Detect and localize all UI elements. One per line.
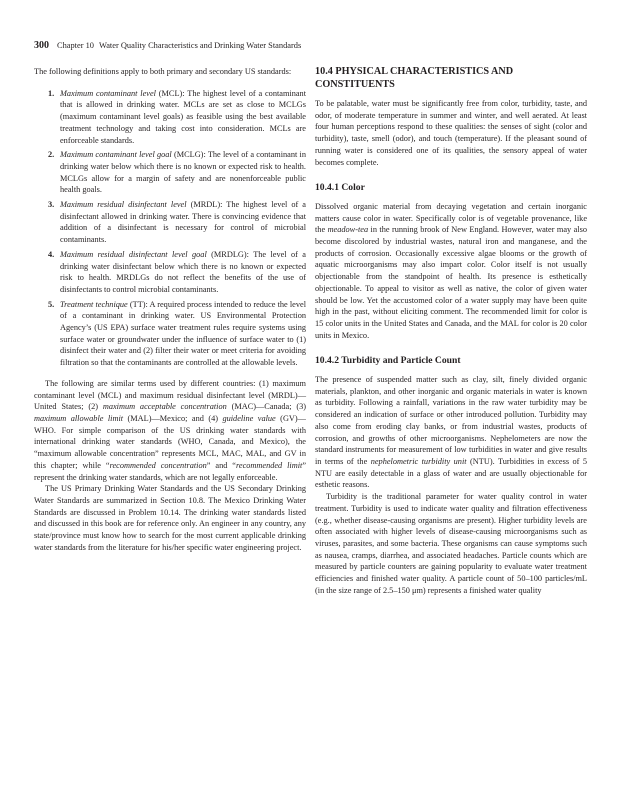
- text-run: (GV)—WHO. For simple comparison of the US drinking water standards with international drinking water standards (WHO, Canada, and Mexico), the “maximum allowable concentration” represents MCL, MAC, MAL, and GV in this chapter; while “: [34, 413, 306, 470]
- term: maximum acceptable concentration: [102, 402, 227, 412]
- text-run: (MAC)—Canada; (3): [226, 402, 306, 412]
- term: Maximum contaminant level: [60, 88, 156, 98]
- definition-text: (TT): A required process intended to reduce the level of a contaminant in drinking water. US Environmental Protection Agency’s (US EPA) surface water treatment rules require systems using surface water or groundwater under the influence of surface water to (1) disinfect their water and (2) filter their water or meet criteria for avoiding filtration so that the contaminants are controlled at the allowable levels.: [60, 299, 306, 368]
- item-number: 2.: [48, 150, 55, 160]
- term: guideline value: [222, 413, 276, 423]
- text-run: The following are similar terms used by different countries: (1) maximum contaminant level (MCL) and maximum residual disinfectant level (MRDL)—United States; (2): [34, 378, 306, 412]
- text-run: Dissolved organic material from decaying vegetation and certain inorganic matters cause color in water. Specifically color is of vegetable provenance, like the: [315, 201, 587, 235]
- term: Treatment technique: [60, 299, 128, 309]
- definition-text: (MCLG): The level of a contaminant in drinking water below which there is no known or expected risk to health. MCLGs allow for a margin of safety and are nonenforceable public health goals.: [60, 150, 306, 195]
- list-item: [36, 299, 306, 369]
- item-number: 5.: [48, 299, 55, 309]
- subsection-heading-turbidity: 10.4.2 Turbidity and Particle Count: [315, 355, 461, 367]
- left-column: [34, 66, 306, 553]
- list-item: [36, 149, 306, 196]
- definition-text: (MRDL): The highest level of a disinfectant allowed in drinking water. There is convincing evidence that addition of a disinfectant is necessary for control of microbial contaminants.: [60, 200, 306, 245]
- subsection-heading-color: 10.4.1 Color: [315, 182, 365, 194]
- terms-comparison-paragraph: [34, 378, 306, 483]
- list-item: [36, 249, 306, 296]
- text-run: (MAL)—Mexico; and (4): [123, 413, 223, 423]
- section-heading: 10.4 PHYSICAL CHARACTERISTICS AND CONSTITUENTS: [315, 66, 514, 90]
- text-run: ” and “: [206, 460, 236, 470]
- term: nephelometric turbidity unit: [370, 456, 467, 466]
- item-number: 1.: [48, 88, 55, 98]
- chapter-label: Chapter 10: [57, 41, 94, 50]
- page-number: 300: [34, 40, 49, 51]
- definitions-intro: The following definitions apply to both primary and secondary US standards:: [34, 67, 292, 76]
- color-paragraph: [315, 201, 587, 341]
- term: recommended concentration: [109, 460, 207, 470]
- turbidity-paragraph: [315, 374, 587, 491]
- term: recommended limit: [235, 460, 303, 470]
- list-item: [36, 88, 306, 147]
- item-number: 3.: [48, 200, 55, 210]
- section-intro-paragraph: To be palatable, water must be significantly free from color, turbidity, taste, and odor, of moderate temperature in summer and winter, and well aerated. At least four human perceptions respond to these qualities: the senses of sight (color and turbidity), taste, smell (odor), and touch (temperature). If the pleasant sound of running water is considered one of its qualities, the sensory appeal of water becomes complete.: [315, 99, 587, 167]
- standards-summary-paragraph: The US Primary Drinking Water Standards and the US Secondary Drinking Water Standards are summarized in Section 10.8. The Mexico Drinking Water Standards are discussed in Problem 10.14. The drinking water standards listed and discussed in this book are for reference only. An engineer in any country, any state/province must know how to search for the most current applicable drinking water standards from the literature for his/her specific water engineering project.: [34, 484, 306, 552]
- definition-text: (MCL): The highest level of a contaminant that is allowed in drinking water. MCLs are set as close to MCLGs (maximum contaminant level goals) as feasible using the best available treatment technology and taking cost into consideration. MCLs are enforceable standards.: [60, 88, 306, 145]
- text-run: The presence of suspended matter such as clay, silt, finely divided organic materials, plankton, and other inorganic and organic materials in water is known as turbidity. Following a rainfall, variations in the raw water turbidity may be considered an indication of surface or other introduced pollution. Turbidity may also come from eroding clay banks, or from industrial wastes, products of corrosion, and growths of other microorganisms. Nephelometers are now the standard instruments for measurement of low turbidities in water and give results in terms of the: [315, 375, 587, 466]
- term: Maximum residual disinfectant level: [60, 200, 187, 210]
- list-item: [36, 199, 306, 246]
- term: maximum allowable limit: [34, 413, 124, 423]
- term: Maximum contaminant level goal: [60, 150, 172, 160]
- chapter-title: Water Quality Characteristics and Drinking Water Standards: [98, 41, 302, 50]
- definitions-list: [34, 88, 306, 369]
- text-run: ” represent the drinking water standards, which are not legally enforceable.: [34, 460, 307, 482]
- turbidity-parameter-paragraph: Turbidity is the traditional parameter for water quality control in water treatment. Turbidity is used to indicate water quality and filtration effectiveness (e.g., whether disease-causing organisms are present). Higher turbidity levels are often associated with higher levels of disease-causing microorganisms such as viruses, parasites, and some bacteria. These organisms can cause symptoms such as nausea, cramps, diarrhea, and associated headaches. Particle counts which are measured by particle counters are gaining popularity to evaluate water treatment efficiencies and finished water quality. A particle count of 50–100 particles/mL (in the size range of 2.5–150 μm) represents a finished water quality: [315, 492, 587, 595]
- term: Maximum residual disinfectant level goal: [60, 249, 207, 259]
- item-number: 4.: [48, 249, 55, 259]
- right-column: [315, 66, 587, 596]
- term: meadow-tea: [327, 225, 369, 235]
- text-run: (NTU). Turbidities in excess of 5 NTU are easily detectable in a glass of water and are usually objectionable for esthetic reasons.: [315, 456, 588, 490]
- definition-text: (MRDLG): The level of a drinking water disinfectant below which there is no known or expected risk to health. MRDLGs do not reflect the benefits of the use of disinfectants to control microbial contaminants.: [60, 249, 306, 294]
- running-header: [34, 40, 301, 51]
- text-run: in the running brook of New England. However, water may also become discolored by industrial wastes, natural iron and manganese, and the products of corrosion. Occasionally excessive algae blooms or the growth of aquatic microorganisms may also impart color. Color itself is not usually objectionable from the standpoint of health. Its presence is esthetically objectionable. To appeal to visitor as well as native, the color of given water should be low. Yet the accustomed color of a water supply may have been quite high in the past, without eliciting comment. The recommended limit for color is 15 color units in the United States and Canada, and the MAL for color is 20 color units in Mexico.: [315, 225, 587, 340]
